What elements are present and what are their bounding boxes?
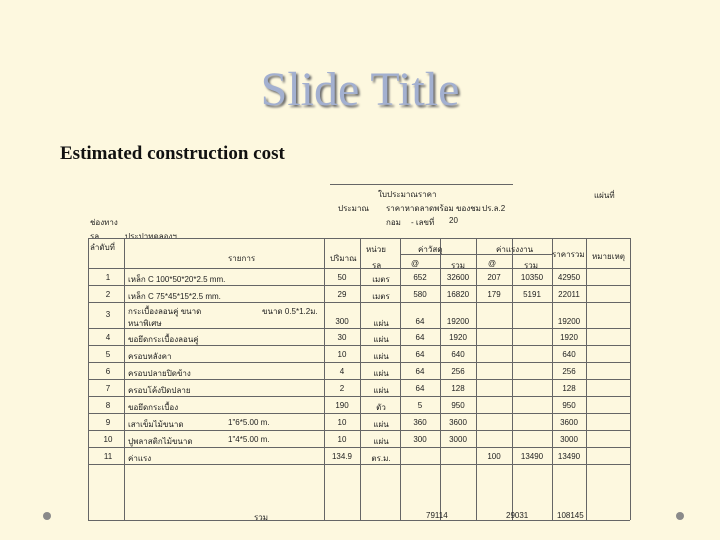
row-mat-at: 64: [415, 367, 425, 376]
row-lab-at: 207: [487, 273, 501, 282]
estimate-label: ประมาณ: [338, 204, 369, 213]
col-header-remark: หมายเหตุ: [592, 252, 625, 261]
ref-a: กอม: [386, 218, 401, 227]
col-header-no: ลำดับที่: [90, 243, 115, 252]
row-item: ขอยึดกระเบื้อง: [128, 403, 179, 412]
table-vline: [586, 238, 587, 520]
row-qty: 300: [335, 317, 349, 326]
table-hline: [88, 328, 630, 329]
table-vline: [630, 238, 631, 520]
row-unit: เมตร: [372, 275, 390, 284]
row-mat-total: 256: [451, 367, 465, 376]
slide-bullet-right: [676, 512, 684, 520]
row-unit: ตร.ม.: [371, 454, 391, 463]
row-mat-total: 950: [451, 401, 465, 410]
row-qty: 4: [339, 367, 345, 376]
row-no: 2: [105, 290, 111, 299]
row-qty: 10: [337, 435, 347, 444]
row-qty: 10: [337, 418, 347, 427]
location-label: รล: [90, 232, 100, 241]
slide-title: Slide Title: [260, 63, 460, 116]
table-hline: [88, 268, 630, 269]
footer-lab-total: 29031: [506, 511, 529, 520]
row-item: เหล็ก C 75*45*15*2.5 mm.: [128, 292, 221, 301]
location-value: ประปาทดลองฯ: [125, 232, 177, 241]
row-sum: 42950: [557, 273, 581, 282]
row-item: เหล็ก C 100*50*20*2.5 mm.: [128, 275, 226, 284]
footer-mat-total: 79114: [426, 511, 448, 520]
row-unit: แผ่น: [373, 437, 389, 446]
row-no: 6: [105, 367, 111, 376]
row-lab-total: 13490: [520, 452, 544, 461]
row-sum: 19200: [557, 317, 581, 326]
row-item: ขอยึดกระเบื้องลอนคู่: [128, 335, 199, 344]
row-unit: ตัว: [376, 403, 386, 412]
table-hline: [88, 464, 630, 465]
footer-label: รวม: [254, 513, 269, 522]
row-mat-at: 64: [415, 384, 425, 393]
slide-bullet-left: [43, 512, 51, 520]
row-mat-at: 64: [415, 350, 425, 359]
row-item: ค่าแรง: [128, 454, 152, 463]
row-no: 1: [105, 273, 111, 282]
row-qty: 30: [337, 333, 347, 342]
row-sum: 1920: [560, 333, 578, 342]
col-header-mat-total: รวม: [451, 261, 466, 270]
row-mat-at: 652: [413, 273, 427, 282]
table-hline: [88, 238, 630, 239]
row-no: 3: [105, 310, 111, 319]
col-header-material: ค่าวัสดุ: [418, 245, 443, 254]
row-sum: 128: [562, 384, 576, 393]
row-qty: 10: [337, 350, 347, 359]
row-no: 4: [105, 333, 111, 342]
row-mat-at: 580: [413, 290, 427, 299]
col-header-labor: ค่าแรงงาน: [496, 245, 534, 254]
row-lab-at: 100: [487, 452, 501, 461]
row-unit: แผ่น: [373, 420, 389, 429]
row-no: 5: [105, 350, 111, 359]
row-no: 9: [105, 418, 111, 427]
col-header-unit-sub: รล: [372, 261, 382, 270]
row-mat-total: 16820: [446, 290, 470, 299]
form-title: ใบประมาณราคา: [378, 190, 437, 199]
footer-sum: 108145: [557, 511, 584, 520]
row-qty: 2: [339, 384, 345, 393]
row-sum: 13490: [557, 452, 581, 461]
row-item: ครอบโค้งปิดปลาย: [128, 386, 191, 395]
row-mat-at: 64: [415, 333, 425, 342]
row-no: 7: [105, 384, 111, 393]
row-mat-total: 3000: [449, 435, 467, 444]
row-item-extra: 1"4*5.00 m.: [228, 435, 270, 444]
ref-c: 20: [449, 216, 458, 225]
row-item: ครอบปลายปิดข้าง: [128, 369, 191, 378]
row-mat-total: 1920: [449, 333, 467, 342]
col-header-unit: หน่วย: [366, 245, 386, 254]
row-mat-at: 64: [415, 317, 425, 326]
row-sum: 640: [562, 350, 576, 359]
row-qty: 190: [335, 401, 349, 410]
col-header-item: รายการ: [228, 254, 256, 263]
row-sum: 3000: [560, 435, 578, 444]
table-vline: [88, 238, 89, 520]
row-unit: แผ่น: [373, 335, 389, 344]
row-mat-total: 128: [451, 384, 465, 393]
row-item-extra2: หนาพิเศษ: [128, 319, 162, 328]
row-no: 10: [103, 435, 113, 444]
channel-label: ช่องทาง: [90, 218, 118, 227]
table-vline: [360, 238, 361, 520]
row-unit: เมตร: [372, 292, 390, 301]
row-mat-at: 5: [417, 401, 423, 410]
row-mat-total: 32600: [446, 273, 470, 282]
col-header-mat-at: @: [411, 259, 420, 268]
row-unit: แผ่น: [373, 386, 389, 395]
table-hline: [88, 520, 630, 521]
row-mat-total: 3600: [449, 418, 467, 427]
table-vline: [124, 238, 125, 520]
row-item-extra: ขนาด 0.5*1.2ม.: [262, 307, 318, 316]
row-qty: 134.9: [331, 452, 353, 461]
row-item: ครอบหลังคา: [128, 352, 172, 361]
col-header-qty: ปริมาณ: [330, 254, 357, 263]
row-lab-total: 10350: [520, 273, 544, 282]
row-no: 11: [103, 452, 113, 461]
row-item: เสาเข็มไม้ขนาด: [128, 420, 184, 429]
row-no: 8: [105, 401, 111, 410]
row-mat-total: 640: [451, 350, 465, 359]
row-item: กระเบื้องลอนคู่ ขนาด: [128, 307, 202, 316]
row-sum: 950: [562, 401, 576, 410]
row-mat-at: 360: [413, 418, 427, 427]
col-header-lab-total: รวม: [524, 261, 539, 270]
ref-b: - เลขที่: [411, 218, 435, 227]
col-header-sum: ราคารวม: [552, 250, 585, 259]
row-lab-total: 5191: [523, 290, 541, 299]
row-lab-at: 179: [487, 290, 501, 299]
row-qty: 50: [337, 273, 347, 282]
header-rule: [330, 184, 513, 185]
row-mat-total: 19200: [446, 317, 470, 326]
sheet-label: แผ่นที่: [594, 191, 615, 200]
form-code: ปร.ล.2: [482, 204, 506, 213]
row-item: ปูพลาสติกไม้ขนาด: [128, 437, 193, 446]
row-unit: แผ่น: [373, 369, 389, 378]
row-unit: แผ่น: [373, 319, 389, 328]
row-sum: 22011: [558, 290, 580, 299]
project-name: ราคาหาดลาดพร้อม ของชม: [386, 204, 481, 213]
slide-subtitle: Estimated construction cost: [60, 143, 285, 164]
col-header-lab-at: @: [488, 259, 497, 268]
row-sum: 256: [562, 367, 576, 376]
row-item-extra: 1"6*5.00 m.: [228, 418, 270, 427]
row-sum: 3600: [560, 418, 578, 427]
row-mat-at: 300: [413, 435, 427, 444]
row-unit: แผ่น: [373, 352, 389, 361]
row-qty: 29: [337, 290, 347, 299]
